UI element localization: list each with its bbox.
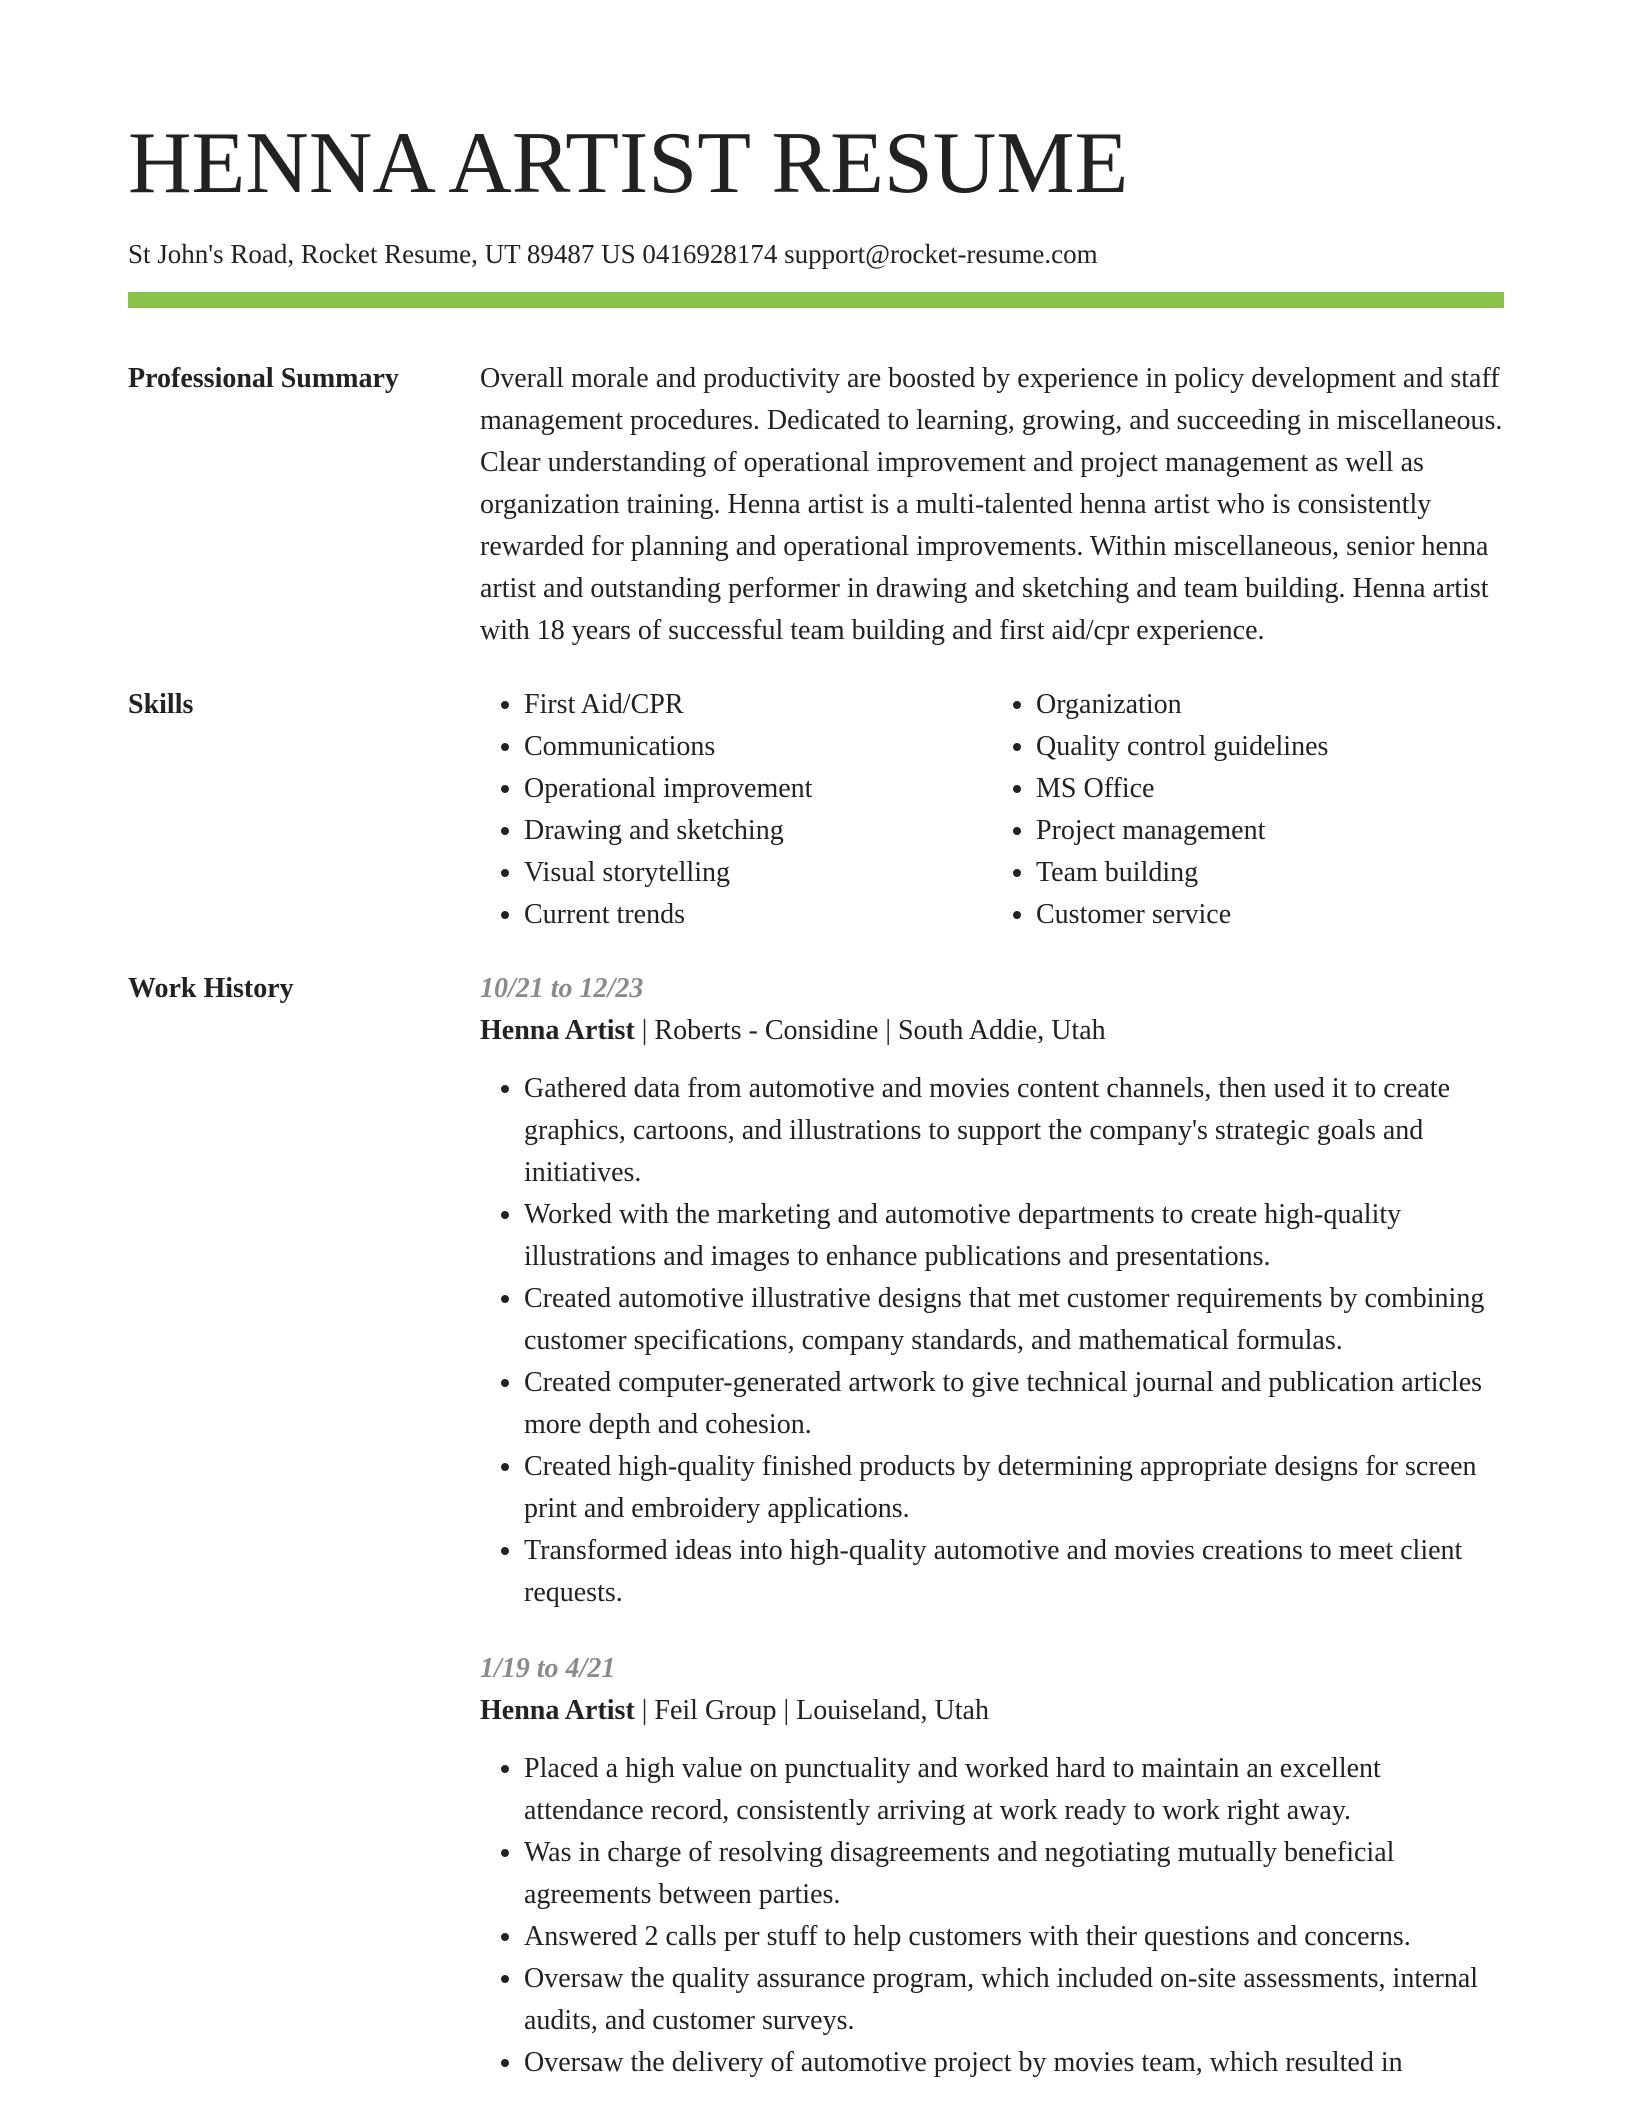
skill-item: • Communications <box>524 726 992 768</box>
job-entry <box>480 968 1504 1614</box>
work-history-heading: Work History <box>128 973 294 1005</box>
job-bullet: • Answered 2 calls per stuff to help customers with their questions and concerns. <box>524 1916 1504 1958</box>
skill-item: • Customer service <box>1036 894 1504 936</box>
job-dates: 10/21 to 12/23 <box>480 973 644 1005</box>
skill-item: • MS Office <box>1036 768 1504 810</box>
skills-list-right <box>992 684 1504 936</box>
skill-item: • Quality control guidelines <box>1036 726 1504 768</box>
job-entry <box>480 1648 1504 2084</box>
skills-section <box>128 684 1504 936</box>
job-bullet: • Was in charge of resolving disagreements and negotiating mutually beneficial agreements between parties. <box>524 1832 1504 1916</box>
skills-columns <box>480 684 1504 936</box>
summary-heading: Professional Summary <box>128 363 399 395</box>
job-dates: 1/19 to 4/21 <box>480 1653 616 1685</box>
job-bullet: • Created automotive illustrative designs that met customer requirements by combining customer specifications, company standards, and mathematical formulas. <box>524 1278 1504 1362</box>
job-role: Henna Artist <box>480 1015 635 1047</box>
job-role: Henna Artist <box>480 1695 635 1727</box>
skill-item: • Organization <box>1036 684 1504 726</box>
skill-item: • Operational improvement <box>524 768 992 810</box>
job-bullet: • Worked with the marketing and automotive departments to create high-quality illustrations and images to enhance publications and presentations. <box>524 1194 1504 1278</box>
skills-heading: Skills <box>128 689 194 721</box>
job-bullets <box>480 1748 1504 2084</box>
summary-text: Overall morale and productivity are boosted by experience in policy development and staff management procedures. Dedicated to learning, growing, and succeeding in miscellaneous. Clear understanding of operational improvement and project management as well as organization training. Henna artist is a multi-talented henna artist who is consistently rewarded for planning and operational improvements. Within miscellaneous, senior henna artist and outstanding performer in drawing and sketching and team building. Henna artist with 18 years of successful team building and first aid/cpr experience. <box>480 363 1503 647</box>
job-bullet: • Oversaw the quality assurance program, which included on-site assessments, internal audits, and customer surveys. <box>524 1958 1504 2042</box>
summary-section <box>128 358 1504 652</box>
job-bullet: • Created computer-generated artwork to give technical journal and publication articles more depth and cohesion. <box>524 1362 1504 1446</box>
skills-list-left <box>480 684 992 936</box>
job-bullet: • Placed a high value on punctuality and worked hard to maintain an excellent attendance record, consistently arriving at work ready to work right away. <box>524 1748 1504 1832</box>
skill-item: • Drawing and sketching <box>524 810 992 852</box>
work-history-body <box>480 968 1504 2084</box>
job-details: | Feil Group | Louiseland, Utah <box>634 1695 989 1727</box>
skill-item: • Project management <box>1036 810 1504 852</box>
job-details: | Roberts - Considine | South Addie, Utah <box>634 1015 1106 1047</box>
work-history-section <box>128 968 1504 2084</box>
contact-line: St John's Road, Rocket Resume, UT 89487 US 0416928174 support@rocket-resume.com <box>128 239 1098 269</box>
job-bullet: • Gathered data from automotive and movies content channels, then used it to create graphics, cartoons, and illustrations to support the company's strategic goals and initiatives. <box>524 1068 1504 1194</box>
skill-item: • Visual storytelling <box>524 852 992 894</box>
job-role-line <box>480 1690 1504 1732</box>
skill-item: • Current trends <box>524 894 992 936</box>
job-bullet: • Transformed ideas into high-quality automotive and movies creations to meet client requests. <box>524 1530 1504 1614</box>
job-role-line <box>480 1010 1504 1052</box>
job-bullet: • Created high-quality finished products by determining appropriate designs for screen print and embroidery applications. <box>524 1446 1504 1530</box>
skill-item: • First Aid/CPR <box>524 684 992 726</box>
job-bullets <box>480 1068 1504 1614</box>
resume-title: HENNA ARTIST RESUME <box>128 115 1129 212</box>
job-bullet: • Oversaw the delivery of automotive project by movies team, which resulted in <box>524 2042 1504 2084</box>
skill-item: • Team building <box>1036 852 1504 894</box>
accent-divider <box>128 292 1504 308</box>
